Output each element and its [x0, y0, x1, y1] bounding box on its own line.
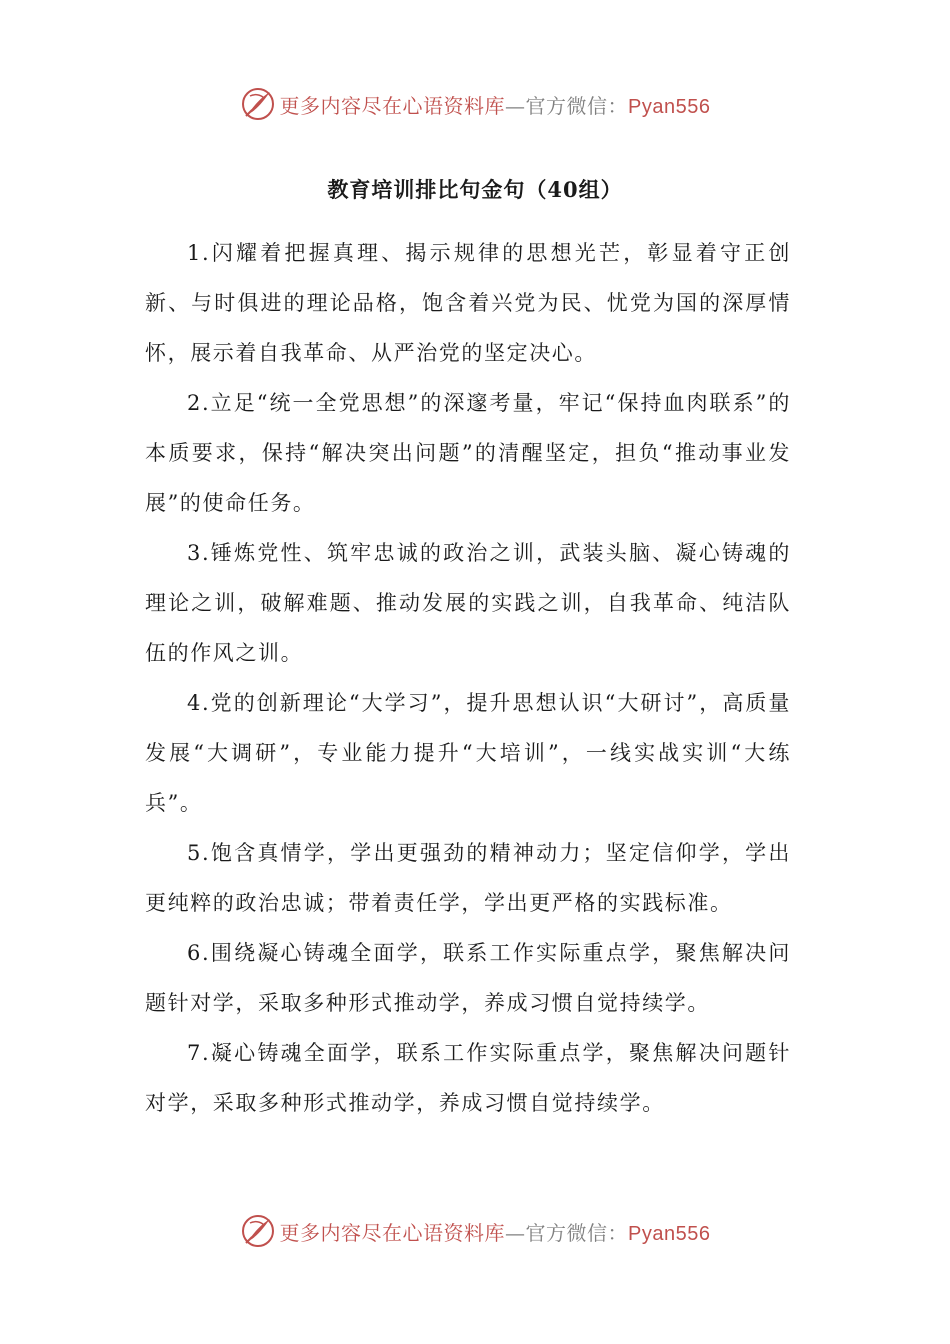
paragraph-5: 5.饱含真情学，学出更强劲的精神动力；坚定信仰学，学出更纯粹的政治忠诚；带着责任学，学出更严格的实践标准。 [145, 841, 791, 915]
banner-text [280, 90, 711, 119]
banner-wechat-id: Pyan556 [628, 1222, 711, 1245]
banner-mid: 官方微信： [525, 93, 629, 118]
paragraph-2: 2.立足“统一全党思想”的深邃考量，牢记“保持血肉联系”的本质要求，保持“解决突出问题”的清醒坚定，担负“推动事业发展”的使命任务。 [145, 391, 791, 515]
banner-dash: — [505, 93, 526, 118]
banner-text [280, 1217, 711, 1246]
banner-prefix: 更多内容尽在心语资料库 [279, 93, 506, 118]
document-title: 教育培训排比句金句（40组） [327, 177, 623, 202]
document-body [145, 228, 791, 1128]
paragraph-6: 6.围绕凝心铸魂全面学，联系工作实际重点学，聚焦解决问题针对学，采取多种形式推动学，养成习惯自觉持续学。 [145, 941, 791, 1015]
banner-dash: — [505, 1220, 526, 1245]
paragraph-7: 7.凝心铸魂全面学，联系工作实际重点学，聚焦解决问题针对学，采取多种形式推动学，养成习惯自觉持续学。 [145, 1041, 791, 1115]
quill-pen-logo-icon [240, 1213, 276, 1249]
banner-mid: 官方微信： [525, 1220, 629, 1245]
footer-banner [0, 1211, 950, 1251]
paragraph-4: 4.党的创新理论“大学习”，提升思想认识“大研讨”，高质量发展“大调研”，专业能力提升“大培训”，一线实战实训“大练兵”。 [145, 691, 791, 815]
banner-wechat-id: Pyan556 [628, 95, 711, 118]
header-banner [0, 84, 950, 124]
banner-prefix: 更多内容尽在心语资料库 [279, 1220, 506, 1245]
quill-pen-logo-icon [240, 86, 276, 122]
paragraph-1: 1.闪耀着把握真理、揭示规律的思想光芒，彰显着守正创新、与时俱进的理论品格，饱含着兴党为民、忧党为国的深厚情怀，展示着自我革命、从严治党的坚定决心。 [145, 241, 791, 365]
paragraph-3: 3.锤炼党性、筑牢忠诚的政治之训，武装头脑、凝心铸魂的理论之训，破解难题、推动发展的实践之训，自我革命、纯洁队伍的作风之训。 [145, 541, 791, 665]
